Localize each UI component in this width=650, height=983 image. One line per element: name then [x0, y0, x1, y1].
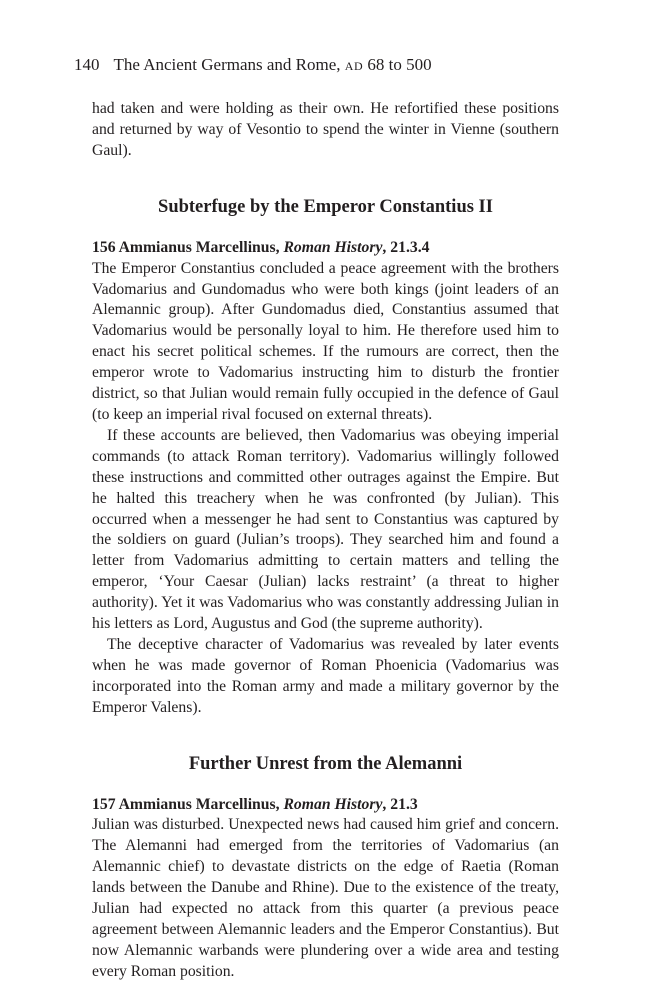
page-body: [92, 99, 559, 983]
running-head: [74, 55, 432, 75]
intro-paragraph: had taken and were holding as their own. He refortified these positions and returned by way of Vesontio to spend the winter in Vienne (southern Gaul).: [92, 100, 559, 159]
running-head-title-start: The Ancient Germans and Rome,: [113, 55, 341, 74]
running-head-era: AD: [344, 59, 364, 73]
paragraph: Julian was disturbed. Unexpected news had caused him grief and concern. The Alemanni had emerged from the territories of Vadomarius (an Alemannic chief) to devastate districts on the edge of Raetia (Roman lands between the Danube and Rhine). Due to the existence of the treaty, Julian had expected no attack from this quarter (a previous peace agreement between Alemannic leaders and the Emperor Constantius). But now Alemannic warbands were plundering over a wide area and testing every Roman position.: [92, 816, 559, 980]
paragraph: If these accounts are believed, then Vadomarius was obeying imperial commands (to attack Roman territory). Vadomarius willingly followed these instructions and committed other outrages against the Empire. But he halted this treachery when he was confronted (by Julian). This occurred when a messenger he had sent to Constantius was captured by the soldiers on guard (Julian’s troops). They searched him and found a letter from Vadomarius admitting to certain matters and telling the emperor, ‘Your Caesar (Julian) lacks restraint’ (a threat to higher authority). Yet it was Vadomarius who was constantly addressing Julian in his letters as Lord, Augustus and God (the supreme authority).: [92, 426, 559, 633]
source-citation-157: [92, 795, 559, 816]
source-reference: , 21.3.4: [382, 238, 430, 256]
source-citation-156: [92, 238, 559, 259]
source-reference: , 21.3: [382, 795, 418, 813]
source-number: 156 Ammianus Marcellinus,: [92, 238, 280, 256]
section-heading-subterfuge: Subterfuge by the Emperor Constantius II: [158, 196, 493, 217]
source-work-title: Roman History: [283, 795, 383, 813]
section-heading-further-unrest: Further Unrest from the Alemanni: [188, 753, 463, 774]
paragraph: The deceptive character of Vadomarius was revealed by later events when he was made governor of Roman Phoenicia (Vadomarius was incorporated into the Roman army and made a military governor by the Emperor Valens).: [92, 635, 559, 716]
paragraph: The Emperor Constantius concluded a peace agreement with the brothers Vadomarius and Gundomadus who were both kings (joint leaders of an Alemannic group). After Gundomadus died, Constantius assumed that Vadomarius would be personally loyal to him. He therefore used him to enact his secret political schemes. If the rumours are correct, then the emperor wrote to Vadomarius instructing him to disturb the frontier district, so that Julian would remain fully occupied in the defence of Gaul (to keep an imperial rival focused on external threats).: [92, 259, 559, 423]
source-work-title: Roman History: [283, 238, 383, 256]
running-head-title-end: 68 to 500: [367, 55, 432, 74]
page-number: 140: [74, 55, 100, 74]
source-number: 157 Ammianus Marcellinus,: [92, 795, 280, 813]
